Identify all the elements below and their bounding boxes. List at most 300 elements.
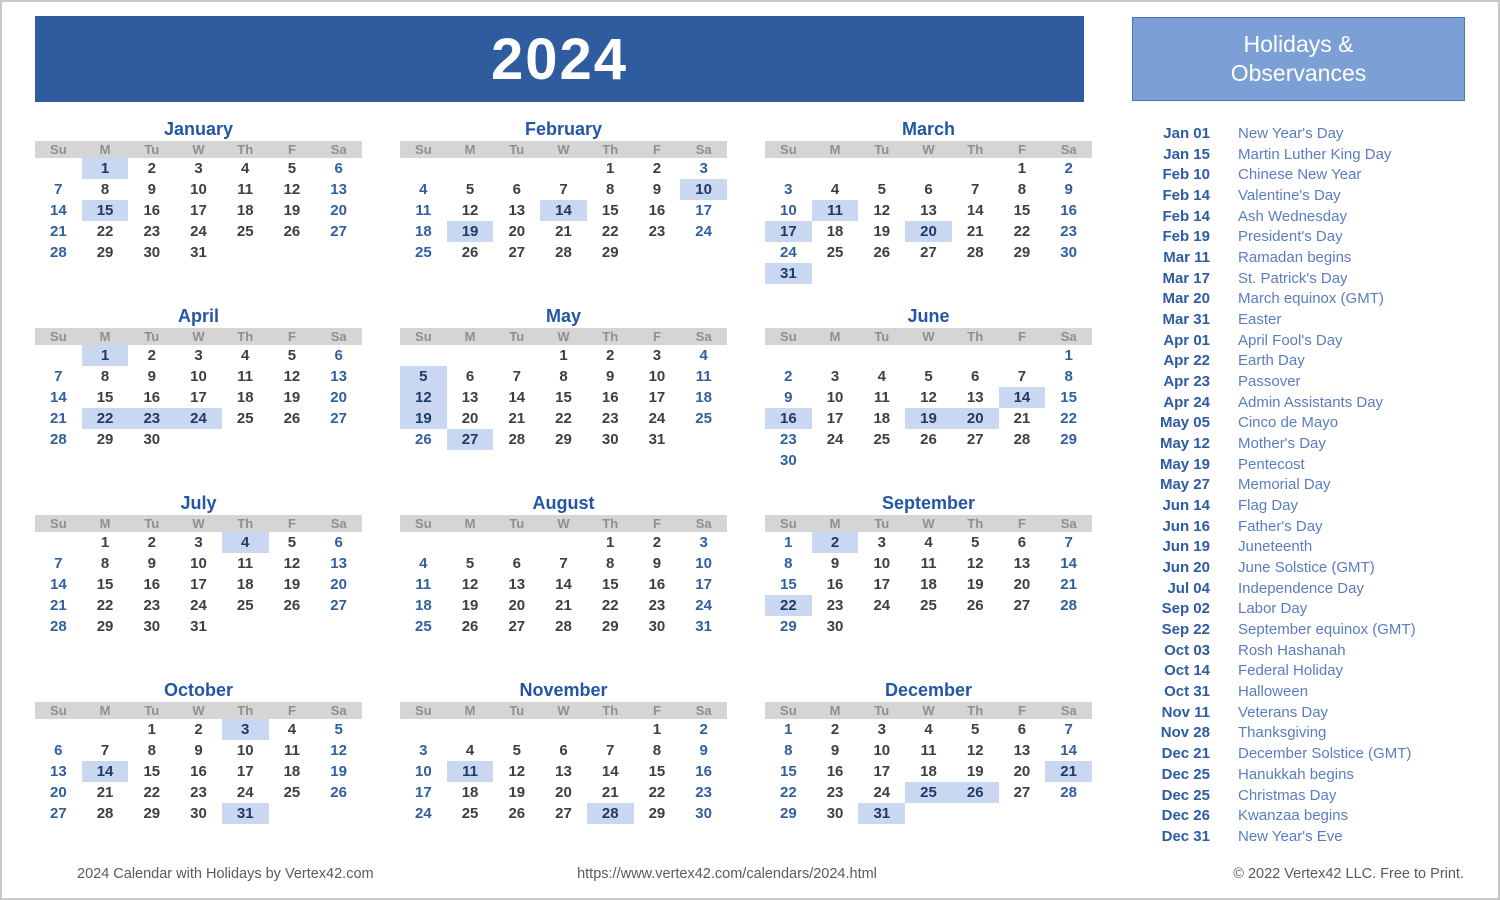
holiday-date: Apr 24	[1163, 393, 1210, 411]
holiday-row	[1132, 393, 1487, 414]
holiday-row	[1132, 351, 1487, 372]
day-cell: 12	[966, 742, 984, 759]
empty-cell	[269, 242, 316, 263]
day-cell: 17	[415, 784, 432, 801]
day-cell: 26	[508, 805, 526, 822]
day-cell: 11	[812, 200, 859, 221]
empty-cell	[400, 345, 447, 366]
weekday-header: Th	[602, 516, 619, 531]
day-cell: 26	[283, 223, 301, 240]
weekday-header: F	[652, 516, 661, 531]
empty-cell	[269, 803, 316, 824]
day-cell: 29	[1060, 431, 1077, 448]
day-cell: 10	[873, 742, 891, 759]
day-cell: 14	[1060, 742, 1077, 759]
day-cell: 21	[966, 223, 984, 240]
holiday-row	[1132, 599, 1487, 620]
months-grid	[35, 118, 1092, 857]
day-cell: 14	[966, 202, 984, 219]
day-cell: 22	[1060, 410, 1077, 427]
weekday-header: Tu	[874, 516, 890, 531]
day-cell: 12	[508, 763, 526, 780]
holiday-row	[1132, 558, 1487, 579]
holiday-row	[1132, 682, 1487, 703]
weekday-header: M	[99, 329, 111, 344]
weekday-header-row	[400, 515, 727, 532]
holiday-date: Feb 10	[1162, 166, 1210, 184]
week-row	[400, 408, 727, 429]
month-march	[765, 118, 1092, 296]
weekday-header: Sa	[1060, 703, 1077, 718]
day-cell: 17	[648, 389, 666, 406]
weekday-header: Su	[415, 703, 432, 718]
week-row	[400, 740, 727, 761]
weekday-header: M	[464, 142, 476, 157]
day-cell: 10	[695, 555, 712, 572]
empty-cell	[587, 719, 634, 740]
week-row	[400, 179, 727, 200]
day-cell: 5	[512, 742, 521, 759]
holiday-row	[1132, 434, 1487, 455]
weekday-header: Sa	[330, 142, 347, 157]
holiday-date: May 12	[1159, 435, 1210, 453]
week-row	[35, 616, 362, 637]
day-cell: 3	[419, 742, 428, 759]
day-cell: 31	[765, 263, 812, 284]
day-cell: 22	[555, 410, 572, 427]
empty-cell	[999, 803, 1046, 824]
day-cell: 8	[1017, 181, 1027, 198]
holiday-name: Thanksgiving	[1238, 724, 1327, 742]
weekday-header: Tu	[144, 516, 160, 531]
day-cell: 20	[508, 597, 526, 614]
holiday-date: Nov 11	[1161, 703, 1210, 721]
weekday-header: Th	[967, 329, 984, 344]
weekday-header: Tu	[144, 329, 160, 344]
day-cell: 9	[147, 181, 156, 198]
day-cell: 9	[830, 742, 840, 759]
weekday-header-row	[400, 702, 727, 719]
weekday-header: Sa	[330, 703, 347, 718]
week-row	[400, 387, 727, 408]
empty-cell	[765, 345, 812, 366]
day-cell: 3	[830, 368, 840, 385]
empty-cell	[1045, 450, 1092, 471]
empty-cell	[905, 803, 952, 824]
day-cell: 9	[147, 368, 156, 385]
holiday-name: Juneteenth	[1238, 538, 1313, 556]
empty-cell	[540, 532, 587, 553]
day-cell: 10	[873, 555, 891, 572]
day-cell: 5	[877, 181, 886, 198]
day-cell: 25	[695, 410, 712, 427]
day-cell: 11	[237, 368, 254, 385]
holiday-name: Valentine's Day	[1238, 187, 1341, 205]
weekday-header-row	[35, 141, 362, 158]
week-row	[35, 179, 362, 200]
day-cell: 4	[419, 555, 428, 572]
week-row	[35, 782, 362, 803]
weekday-header: Su	[780, 516, 797, 531]
empty-cell	[765, 158, 812, 179]
day-cell: 30	[143, 431, 161, 448]
day-cell: 25	[236, 597, 254, 614]
day-cell: 14	[50, 389, 67, 406]
day-cell: 20	[1013, 576, 1031, 593]
day-cell: 2	[147, 347, 156, 364]
weekday-header: Sa	[1060, 142, 1077, 157]
day-cell: 24	[695, 223, 712, 240]
empty-cell	[447, 719, 494, 740]
empty-cell	[35, 345, 82, 366]
day-cell: 15	[780, 576, 797, 593]
day-cell: 25	[920, 597, 937, 614]
holiday-row	[1132, 786, 1487, 807]
holiday-date: Mar 11	[1163, 249, 1210, 267]
weekday-header: Sa	[330, 329, 347, 344]
day-cell: 2	[784, 368, 793, 385]
day-cell: 24	[873, 784, 891, 801]
day-cell: 12	[966, 555, 984, 572]
day-cell: 30	[1060, 244, 1077, 261]
weekday-header: M	[829, 703, 841, 718]
week-row	[400, 345, 727, 366]
week-row	[765, 719, 1092, 740]
day-cell: 1	[1064, 347, 1073, 364]
day-cell: 7	[971, 181, 980, 198]
day-cell: 30	[780, 452, 797, 469]
day-cell: 2	[652, 534, 662, 551]
weekday-header: Th	[967, 703, 984, 718]
holiday-name: Kwanzaa begins	[1238, 807, 1349, 825]
day-cell: 26	[283, 597, 301, 614]
day-cell: 9	[652, 181, 662, 198]
holiday-row	[1132, 475, 1487, 496]
day-cell: 1	[147, 721, 156, 738]
day-cell: 15	[1013, 202, 1031, 219]
day-cell: 7	[54, 181, 63, 198]
day-cell: 16	[1060, 202, 1077, 219]
weekday-header: W	[922, 329, 935, 344]
holiday-name: Independence Day	[1238, 579, 1364, 597]
day-cell: 29	[780, 805, 797, 822]
day-cell: 5	[287, 534, 297, 551]
day-cell: 12	[283, 555, 301, 572]
day-cell: 14	[555, 576, 572, 593]
day-cell: 22	[96, 223, 114, 240]
empty-cell	[400, 719, 447, 740]
weekday-header: M	[464, 703, 476, 718]
weekday-header: Sa	[1060, 516, 1077, 531]
holiday-date: Jun 14	[1162, 497, 1210, 515]
day-cell: 23	[648, 223, 666, 240]
week-row	[400, 242, 727, 263]
day-cell: 2	[147, 160, 156, 177]
day-cell: 5	[924, 368, 933, 385]
day-cell: 17	[695, 202, 712, 219]
day-cell: 23	[190, 784, 207, 801]
empty-cell	[858, 450, 905, 471]
day-cell: 21	[1060, 576, 1077, 593]
weekday-header: Tu	[144, 142, 160, 157]
day-cell: 24	[648, 410, 666, 427]
weekday-header: F	[1017, 142, 1026, 157]
day-cell: 3	[652, 347, 662, 364]
holiday-row	[1132, 496, 1487, 517]
day-cell: 13	[555, 763, 572, 780]
day-cell: 29	[1013, 244, 1031, 261]
day-cell: 2	[830, 721, 840, 738]
week-row	[35, 345, 362, 366]
empty-cell	[905, 158, 952, 179]
holiday-name: March equinox (GMT)	[1238, 290, 1384, 308]
holiday-row	[1132, 331, 1487, 352]
empty-cell	[315, 616, 362, 637]
day-cell: 17	[190, 576, 207, 593]
empty-cell	[812, 450, 859, 471]
week-row	[765, 574, 1092, 595]
day-cell: 3	[222, 719, 269, 740]
holiday-name: Rosh Hashanah	[1238, 641, 1346, 659]
day-cell: 4	[241, 347, 250, 364]
empty-cell	[1045, 616, 1092, 637]
month-july	[35, 492, 362, 670]
day-cell: 30	[826, 805, 844, 822]
day-cell: 11	[415, 576, 432, 593]
week-row	[765, 616, 1092, 637]
holidays-header	[1132, 17, 1465, 101]
day-cell: 14	[999, 387, 1046, 408]
day-cell: 28	[966, 244, 984, 261]
day-cell: 20	[50, 784, 67, 801]
day-cell: 22	[1013, 223, 1031, 240]
holiday-date: May 27	[1159, 476, 1210, 494]
weekday-header: M	[829, 329, 841, 344]
day-cell: 4	[465, 742, 475, 759]
day-cell: 5	[971, 721, 980, 738]
week-row	[765, 553, 1092, 574]
day-cell: 7	[606, 742, 615, 759]
day-cell: 19	[330, 763, 347, 780]
day-cell: 14	[50, 576, 67, 593]
day-cell: 15	[555, 389, 572, 406]
day-cell: 15	[601, 576, 619, 593]
day-cell: 2	[147, 534, 156, 551]
empty-cell	[493, 532, 540, 553]
weekday-header-row	[35, 702, 362, 719]
day-cell: 15	[96, 576, 114, 593]
day-cell: 5	[465, 555, 475, 572]
empty-cell	[999, 450, 1046, 471]
weekday-header: Sa	[695, 142, 712, 157]
holiday-row	[1132, 165, 1487, 186]
day-cell: 6	[559, 742, 568, 759]
day-cell: 4	[419, 181, 428, 198]
day-cell: 24	[873, 597, 891, 614]
weekday-header: F	[287, 142, 296, 157]
holidays-header-line1: Holidays &	[1243, 31, 1354, 57]
day-cell: 2	[1064, 160, 1073, 177]
holiday-name: Admin Assistants Day	[1238, 393, 1384, 411]
holiday-name: Chinese New Year	[1238, 166, 1362, 184]
day-cell: 12	[330, 742, 347, 759]
day-cell: 25	[415, 244, 432, 261]
weekday-header: Su	[50, 142, 67, 157]
day-cell: 12	[461, 576, 479, 593]
weekday-header: Tu	[874, 329, 890, 344]
week-row	[35, 574, 362, 595]
day-cell: 6	[512, 555, 521, 572]
empty-cell	[905, 263, 952, 284]
empty-cell	[493, 158, 540, 179]
day-cell: 6	[924, 181, 933, 198]
day-cell: 24	[826, 431, 844, 448]
day-cell: 28	[508, 431, 526, 448]
day-cell: 26	[873, 244, 891, 261]
weekday-header: M	[829, 142, 841, 157]
day-cell: 4	[877, 368, 886, 385]
day-cell: 26	[461, 244, 479, 261]
month-november	[400, 679, 727, 857]
empty-cell	[812, 263, 859, 284]
weekday-header: M	[99, 142, 111, 157]
day-cell: 10	[648, 368, 666, 385]
empty-cell	[858, 345, 905, 366]
holiday-row	[1132, 207, 1487, 228]
day-cell: 27	[555, 805, 572, 822]
day-cell: 25	[415, 618, 432, 635]
holiday-date: Feb 14	[1162, 207, 1210, 225]
day-cell: 19	[966, 763, 984, 780]
day-cell: 26	[330, 784, 347, 801]
day-cell: 30	[143, 618, 161, 635]
empty-cell	[175, 429, 222, 450]
day-cell: 14	[1060, 555, 1077, 572]
day-cell: 23	[601, 410, 619, 427]
month-december	[765, 679, 1092, 857]
empty-cell	[905, 345, 952, 366]
holiday-date: Dec 25	[1161, 765, 1210, 783]
weekday-header: Th	[967, 142, 984, 157]
week-row	[765, 221, 1092, 242]
day-cell: 26	[952, 782, 999, 803]
month-title: August	[532, 493, 595, 513]
day-cell: 13	[461, 389, 479, 406]
weekday-header: Th	[967, 516, 984, 531]
empty-cell	[493, 345, 540, 366]
day-cell: 19	[873, 223, 891, 240]
weekday-header: Tu	[509, 329, 525, 344]
week-row	[35, 595, 362, 616]
day-cell: 24	[695, 597, 712, 614]
holiday-name: Hanukkah begins	[1238, 765, 1354, 783]
holiday-date: Apr 01	[1163, 331, 1210, 349]
day-cell: 22	[601, 597, 619, 614]
day-cell: 1	[82, 345, 129, 366]
day-cell: 20	[461, 410, 479, 427]
weekday-header-row	[35, 515, 362, 532]
day-cell: 29	[143, 805, 161, 822]
holiday-list	[1132, 124, 1487, 848]
day-cell: 1	[606, 160, 615, 177]
weekday-header: Su	[50, 703, 67, 718]
holiday-name: Pentecost	[1238, 455, 1305, 473]
holiday-date: Sep 22	[1161, 621, 1210, 639]
holiday-name: New Year's Eve	[1238, 827, 1343, 845]
day-cell: 17	[873, 763, 891, 780]
day-cell: 17	[236, 763, 254, 780]
footer-url[interactable]: https://www.vertex42.com/calendars/2024.html	[577, 866, 877, 882]
month-title: December	[884, 680, 973, 700]
day-cell: 8	[100, 368, 110, 385]
day-cell: 8	[606, 181, 615, 198]
month-title: October	[163, 680, 233, 700]
holiday-date: Mar 20	[1162, 290, 1210, 308]
weekday-header: W	[922, 142, 935, 157]
weekday-header: F	[1017, 516, 1026, 531]
day-cell: 10	[190, 181, 207, 198]
empty-cell	[222, 616, 269, 637]
day-cell: 4	[222, 532, 269, 553]
day-cell: 15	[82, 200, 129, 221]
day-cell: 6	[1017, 721, 1027, 738]
day-cell: 16	[765, 408, 812, 429]
day-cell: 18	[283, 763, 301, 780]
day-cell: 22	[82, 408, 129, 429]
month-june	[765, 305, 1092, 483]
day-cell: 7	[1017, 368, 1027, 385]
day-cell: 27	[920, 244, 937, 261]
holiday-row	[1132, 248, 1487, 269]
day-cell: 27	[1013, 784, 1031, 801]
day-cell: 12	[920, 389, 937, 406]
holiday-row	[1132, 227, 1487, 248]
day-cell: 27	[508, 618, 526, 635]
day-cell: 2	[652, 160, 662, 177]
week-row	[35, 221, 362, 242]
day-cell: 28	[96, 805, 114, 822]
day-cell: 27	[508, 244, 526, 261]
empty-cell	[952, 450, 999, 471]
weekday-header: Th	[602, 329, 619, 344]
day-cell: 29	[601, 244, 619, 261]
empty-cell	[269, 429, 316, 450]
day-cell: 9	[699, 742, 708, 759]
weekday-header: W	[922, 516, 935, 531]
day-cell: 16	[190, 763, 207, 780]
holiday-date: Feb 19	[1162, 228, 1210, 246]
empty-cell	[858, 616, 905, 637]
empty-cell	[400, 532, 447, 553]
holiday-name: Memorial Day	[1238, 476, 1331, 494]
day-cell: 11	[237, 555, 254, 572]
holiday-name: Passover	[1238, 373, 1301, 391]
day-cell: 20	[330, 389, 347, 406]
week-row	[765, 782, 1092, 803]
holiday-date: Apr 22	[1163, 352, 1210, 370]
weekday-header: F	[287, 703, 296, 718]
day-cell: 8	[1064, 368, 1073, 385]
day-cell: 29	[96, 618, 114, 635]
day-cell: 23	[826, 784, 844, 801]
day-cell: 1	[559, 347, 568, 364]
day-cell: 19	[447, 221, 494, 242]
day-cell: 17	[190, 202, 207, 219]
holiday-date: Oct 03	[1164, 641, 1210, 659]
week-row	[400, 553, 727, 574]
day-cell: 5	[287, 160, 297, 177]
week-row	[400, 429, 727, 450]
